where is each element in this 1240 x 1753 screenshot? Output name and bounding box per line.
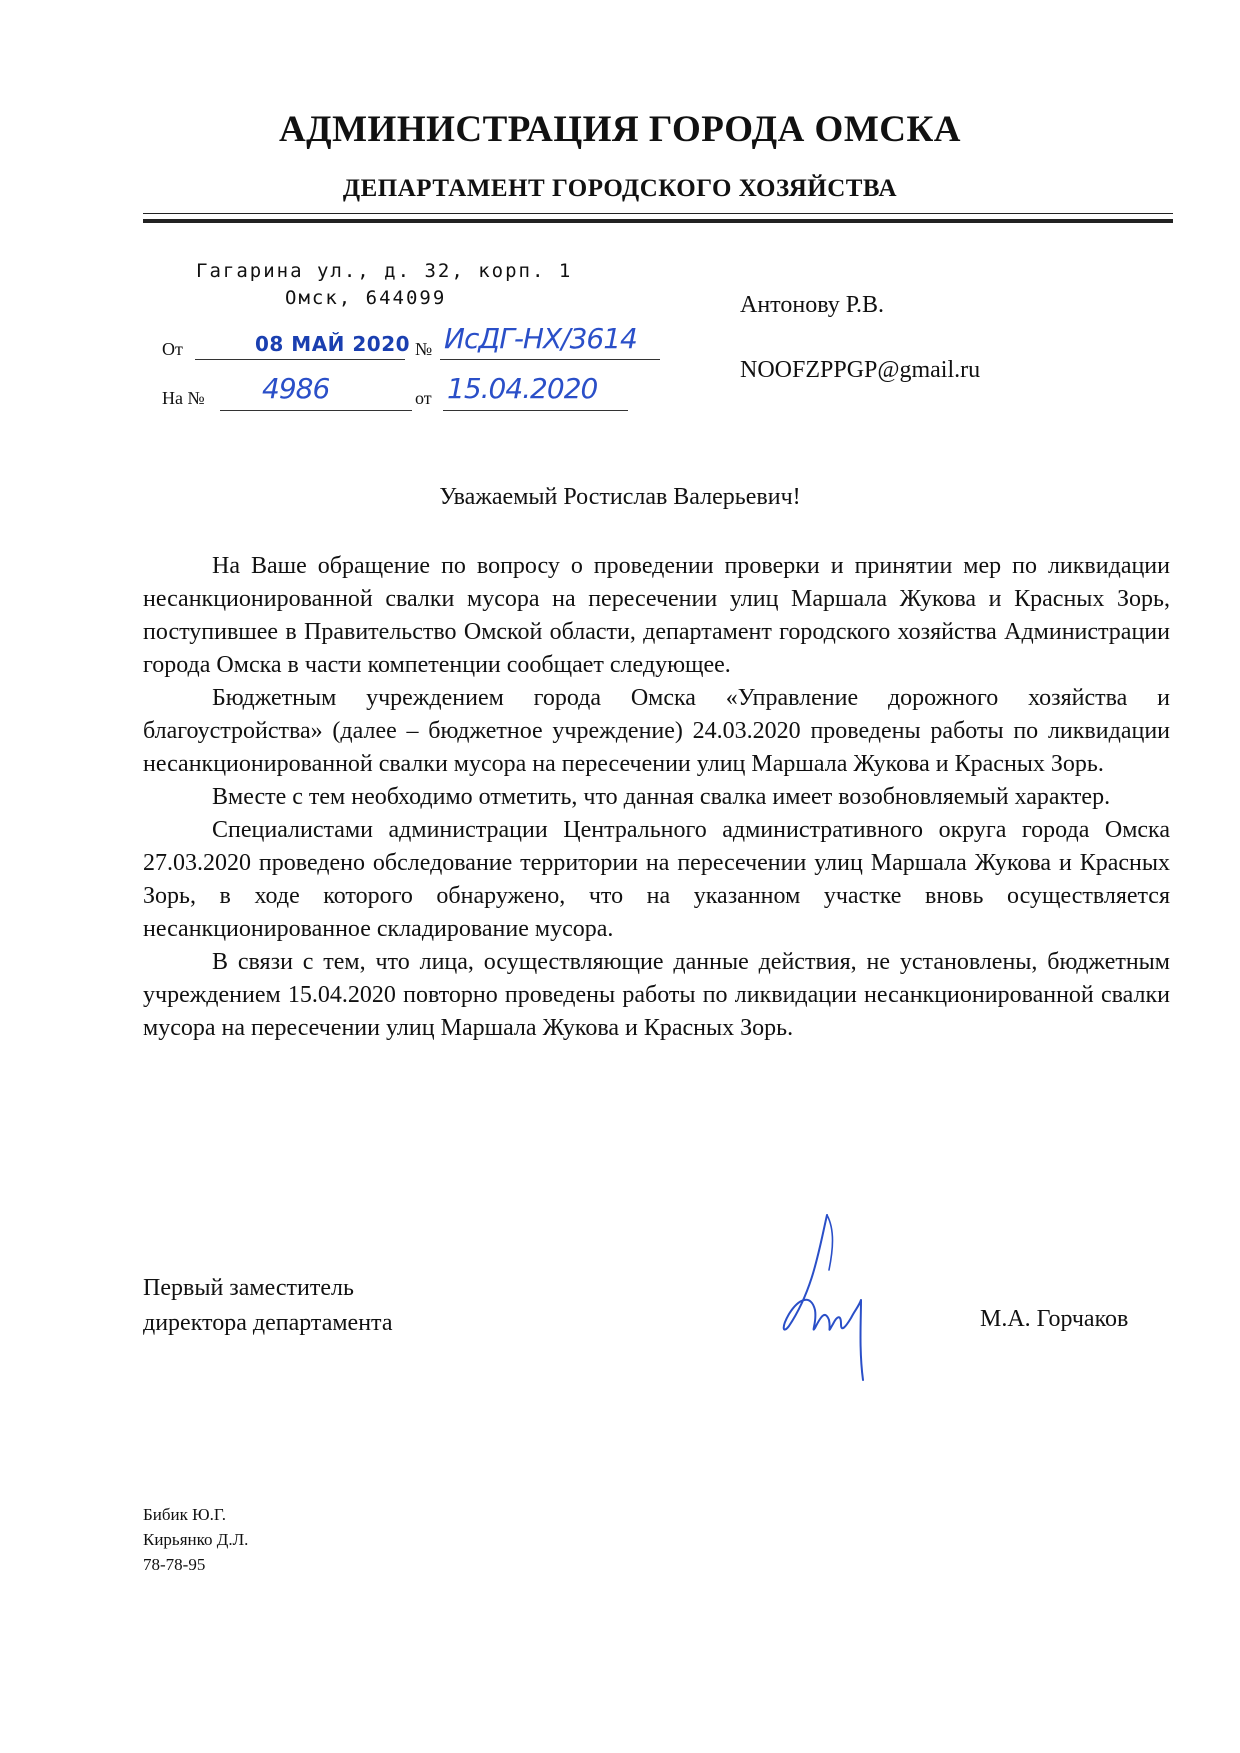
executor-name: Кирьянко Д.Л. — [143, 1530, 249, 1549]
ref-date-label: от — [415, 388, 432, 408]
recipient-name: Антонову Р.В. — [740, 292, 885, 318]
body-paragraph: В связи с тем, что лица, осуществляющие данные действия, не установлены, бюджетным учреждением 15.04.2020 повторно проведены работы по ликвидации несанкционированной свалки мусора на пересечении улиц Маршала Жукова и Красных Зорь. — [143, 949, 1170, 1041]
executors-block — [143, 1502, 248, 1577]
number-label: № — [415, 339, 433, 359]
sender-address-line2: Омск, 644099 — [285, 287, 447, 309]
ref-number-handwritten: 4986 — [262, 372, 330, 405]
recipient-email: NOOFZPPGP@gmail.ru — [740, 357, 981, 383]
from-label: От — [162, 339, 183, 359]
signatory-title-line2: директора департамента — [143, 1310, 393, 1336]
body-paragraph: Бюджетным учреждением города Омска «Управление дорожного хозяйства и благоустройства» (далее – бюджетное учреждение) 24.03.2020 проведены работы по ликвидации несанкционированной свалки мусора на пересечении улиц Маршала Жукова и Красных Зорь. — [143, 685, 1170, 777]
handwritten-signature — [775, 1210, 895, 1385]
executor-phone: 78-78-95 — [143, 1555, 206, 1574]
body-paragraph: Специалистами администрации Центрального административного округа города Омска 27.03.2020 проведено обследование территории на пересечении улиц Маршала Жукова и Красных Зорь, в ходе которого обнаружено, что на указанном участке вновь осуществляется несанкционированное складирование мусора. — [143, 817, 1170, 942]
body-paragraph: На Ваше обращение по вопросу о проведении проверки и принятии мер по ликвидации несанкционированной свалки мусора на пересечении улиц Маршала Жукова и Красных Зорь, поступившее в Правительство Омской области, департамент городского хозяйства Администрации города Омска в части компетенции сообщает следующее. — [143, 553, 1170, 678]
ref-label: На № — [162, 388, 205, 408]
header-rule-thin — [143, 213, 1173, 214]
header-rule-thick — [143, 219, 1173, 223]
letter-body — [143, 550, 1170, 1045]
organization-title: АДМИНИСТРАЦИЯ ГОРОДА ОМСКА — [278, 109, 962, 150]
salutation: Уважаемый Ростислав Валерьевич! — [439, 484, 801, 510]
ref-number-underline — [220, 410, 412, 411]
signatory-name: М.А. Горчаков — [980, 1306, 1129, 1332]
executor-name: Бибик Ю.Г. — [143, 1505, 226, 1524]
body-paragraph: Вместе с тем необходимо отметить, что данная свалка имеет возобновляемый характер. — [212, 784, 1111, 810]
ref-date-underline — [443, 410, 628, 411]
signatory-title-line1: Первый заместитель — [143, 1275, 354, 1301]
ref-date-handwritten: 15.04.2020 — [447, 372, 598, 405]
signatory-title — [143, 1271, 392, 1341]
outgoing-number-handwritten: ИсДГ-НХ/3614 — [444, 322, 637, 355]
sender-address-line1: Гагарина ул., д. 32, корп. 1 — [196, 260, 573, 282]
date-stamp: 08 МАЙ 2020 — [255, 332, 411, 356]
number-underline — [440, 359, 660, 360]
department-title: ДЕПАРТАМЕНТ ГОРОДСКОГО ХОЗЯЙСТВА — [342, 175, 898, 202]
date-underline — [195, 359, 405, 360]
